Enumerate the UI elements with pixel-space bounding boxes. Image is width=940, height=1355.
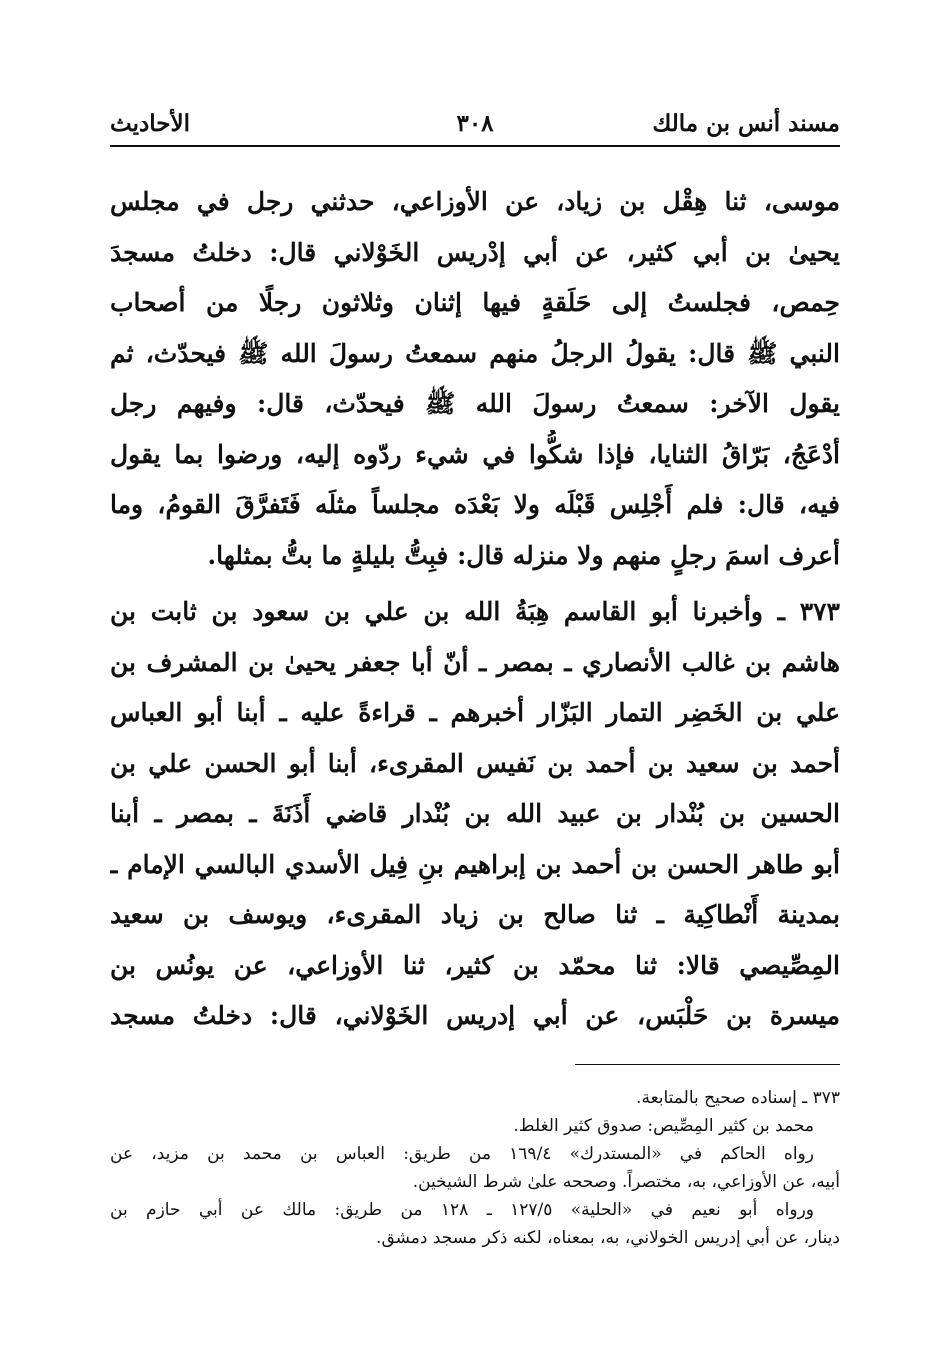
- header-section-title: الأحاديث: [110, 110, 190, 137]
- text-line: أعرف اسمَ رجلٍ منهم ولا منزله قال: فبِتُّ بليلةٍ ما بتُّ بمثلها.: [207, 540, 840, 570]
- footnote-separator: [575, 1064, 840, 1065]
- page-number: ٣٠٨: [456, 110, 494, 137]
- text-line: الحسين بن بُنْدار بن عبيد الله بن بُنْدار قاضي أَذَنَةَ ـ بمصر ـ أبنا: [110, 799, 840, 828]
- footnote-line: ٣٧٣ ـ إسناده صحيح بالمتابعة.: [636, 1088, 840, 1108]
- text-line: أحمد بن سعيد بن أحمد بن نَفيس المقرىء، أبنا أبو الحسن علي بن: [110, 748, 840, 778]
- text-line: ميسرة بن حَلْبَس، عن أبي إدريس الخَوْلاني، قال: دخلتُ مسجد: [110, 1001, 840, 1030]
- text-line: يقول الآخر: سمعتُ رسولَ الله ﷺ فيحدّث، قال: وفيهم رجل: [110, 389, 840, 418]
- footnote-line: رواه الحاكم في «المستدرك» ١٦٩/٤ من طريق: العباس بن محمد بن مزيد، عن: [110, 1144, 814, 1164]
- text-line: هاشم بن غالب الأنصاري ـ بمصر ـ أنّ أبا جعفر يحيىٰ بن المشرف بن: [110, 647, 840, 677]
- text-line: بمدينة أَنْطاكِية ـ ثنا صالح بن زياد المقرىء، ويوسف بن سعيد: [110, 900, 840, 929]
- text-line: موسى، ثنا هِقْل بن زياد، عن الأوزاعي، حدثني رجل في مجلس: [110, 187, 840, 216]
- text-line: ٣٧٣ ـ وأخبرنا أبو القاسم هِبَةُ الله بن علي بن سعود بن ثابت بن: [110, 597, 840, 626]
- text-line: يحيىٰ بن أبي كثير، عن أبي إدْريس الخَوْلاني قال: دخلتُ مسجدَ: [110, 237, 840, 267]
- main-text: [110, 177, 840, 1042]
- text-line: أدْعَجُ، بَرّاقُ الثنايا، فإذا شكُّوا في شيء ردّوه إليه، ورضوا بما يقول: [110, 439, 840, 469]
- text-line: أبو طاهر الحسن بن أحمد بن إبراهيم بنِ فِيل الأسدي البالسي الإمام ـ: [110, 849, 840, 879]
- text-line: النبي ﷺ قال: يقولُ الرجلُ منهم سمعتُ رسولَ الله ﷺ فيحدّث، ثم: [110, 338, 840, 368]
- text-line: فيه، قال: فلم أَجْلِس قَبْلَه ولا بَعْدَه مجلساً مثلَه فَتَفرَّقَ القومُ، وما: [110, 490, 840, 519]
- footnotes: [110, 1084, 840, 1252]
- footnote-line: أبيه، عن الأوزاعي، به، مختصراً. وصححه علىٰ شرط الشيخين.: [412, 1172, 840, 1192]
- text-line: المِصِّيصي قالا: ثنا محمّد بن كثير، ثنا الأوزاعي، عن يونُس بن: [110, 950, 840, 980]
- footnote-line: محمد بن كثير المِصِّيص: صدوق كثير الغلط.: [513, 1116, 814, 1136]
- paragraph-continuation: [110, 177, 840, 581]
- running-header: [110, 108, 840, 144]
- text-line: حِمص، فجلستُ إلى حَلَقةٍ فيها إثنان وثلاثون رجلًا من أصحاب: [110, 288, 840, 317]
- hadith-373: [110, 587, 840, 1042]
- text-line: علي بن الخَضِر التمار البَزّار أخبرهم ـ قراءةً عليه ـ أبنا أبو العباس: [110, 698, 840, 727]
- header-book-title: مسند أنس بن مالك: [652, 110, 840, 137]
- footnote-line: ورواه أبو نعيم في «الحلية» ١٢٧/٥ ـ ١٢٨ من طريق: مالك عن أبي حازم بن: [110, 1200, 814, 1220]
- footnote-line: دينار، عن أبي إدريس الخولاني، به، بمعناه، لكنه ذكر مسجد دمشق.: [376, 1228, 840, 1248]
- header-rule: [110, 145, 840, 147]
